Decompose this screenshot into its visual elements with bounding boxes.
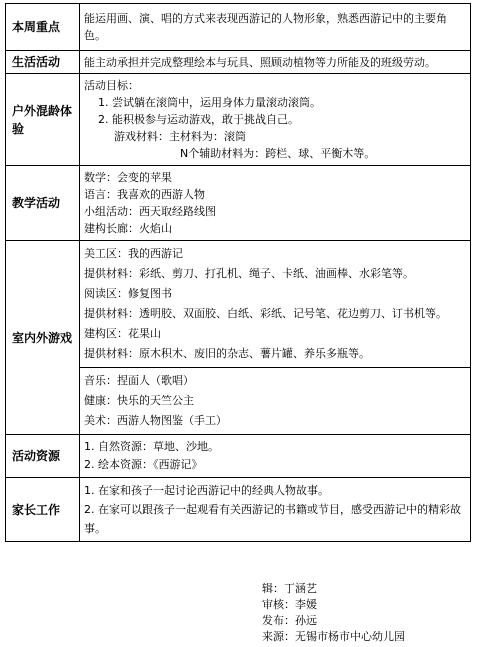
play-line: 美工区：我的西游记 [84,247,183,260]
label-teaching: 教学活动 [6,166,80,241]
parents-line-1: 1. 在家和孩子一起讨论西游记中的经典人物故事。 [84,484,329,497]
row-teaching [6,166,471,241]
daily-life-text [80,51,471,74]
label-play: 室内外游戏 [6,241,80,435]
resources-content [80,435,471,478]
credit-reviewer: 审核：李媛 [262,598,317,611]
label-daily-life: 生活活动 [6,51,80,74]
daily-life-line: 能主动承担并完成整理绘本与玩具、照顾动植物等力所能及的班级劳动。 [84,55,436,69]
row-daily-life [6,51,471,74]
play-line: 提供材料：透明胶、双面胶、白纸、彩纸、记号笔、花边剪刀、订书机等。 [84,307,447,320]
play-line: 提供材料：彩纸、剪刀、打孔机、绳子、卡纸、油画棒、水彩笔等。 [84,267,414,280]
teaching-line: 小组活动：西天取经路线图 [84,205,216,218]
teaching-line: 语言：我喜欢的西游人物 [84,188,205,201]
play-subjects-content [80,368,471,435]
play-line: 建构区：花果山 [84,327,161,340]
outdoor-material-main: 游戏材料：主材料为：滚筒 [114,130,246,143]
teaching-line: 数学：会变的苹果 [84,171,172,184]
play-subject-line: 美术：西游人物图鉴（手工） [84,414,227,427]
parents-content [80,478,471,542]
row-resources [6,435,471,478]
label-weekly-focus: 本周重点 [6,4,80,51]
credit-publisher: 发布：孙远 [262,614,317,627]
row-parents [6,478,471,542]
resource-line: 2. 绘本资源：《西游记》 [84,458,203,471]
weekly-focus-line: 能运用画、演、唱的方式来表现西游记的人物形象，熟悉西游记中的主要角色。 [84,12,447,42]
play-line: 提供材料：原木积木、废旧的杂志、薯片罐、养乐多瓶等。 [84,347,370,360]
teaching-content [80,166,471,241]
resource-line: 1. 自然资源：草地、沙地。 [84,440,219,453]
weekly-focus-text [80,4,471,51]
credit-editor: 辑：丁涵艺 [262,582,317,595]
play-subject-line: 音乐：捏面人（歌唱） [84,374,194,387]
teaching-line: 建构长廊：火焰山 [84,222,172,235]
outdoor-material-aux: N个辅助材料为：跨栏、球、平衡木等。 [180,147,376,160]
outdoor-goal-1: 1. 尝试躺在滚筒中，运用身体力量滚动滚筒。 [98,96,321,109]
outdoor-goal-title: 活动目标： [84,79,139,92]
play-subject-line: 健康：快乐的天竺公主 [84,394,194,407]
row-outdoor [6,74,471,166]
outdoor-goal-2: 2. 能积极参与运动游戏，敢于挑战自己。 [98,113,299,126]
label-parents: 家长工作 [6,478,80,542]
label-resources: 活动资源 [6,435,80,478]
weekly-plan-table [5,3,471,542]
row-play-areas [6,241,471,368]
play-line: 阅读区：修复图书 [84,287,172,300]
row-weekly-focus [6,4,471,51]
outdoor-content [80,74,471,166]
credit-source: 来源：无锡市杨市中心幼儿园 [262,630,405,643]
credits-block [262,581,405,645]
parents-line-2: 2. 在家可以跟孩子一起观看有关西游记的书籍或节目，感受西游记中的精彩故事。 [84,503,461,535]
label-outdoor: 户外混龄体验 [6,74,80,166]
play-areas-content [80,241,471,368]
